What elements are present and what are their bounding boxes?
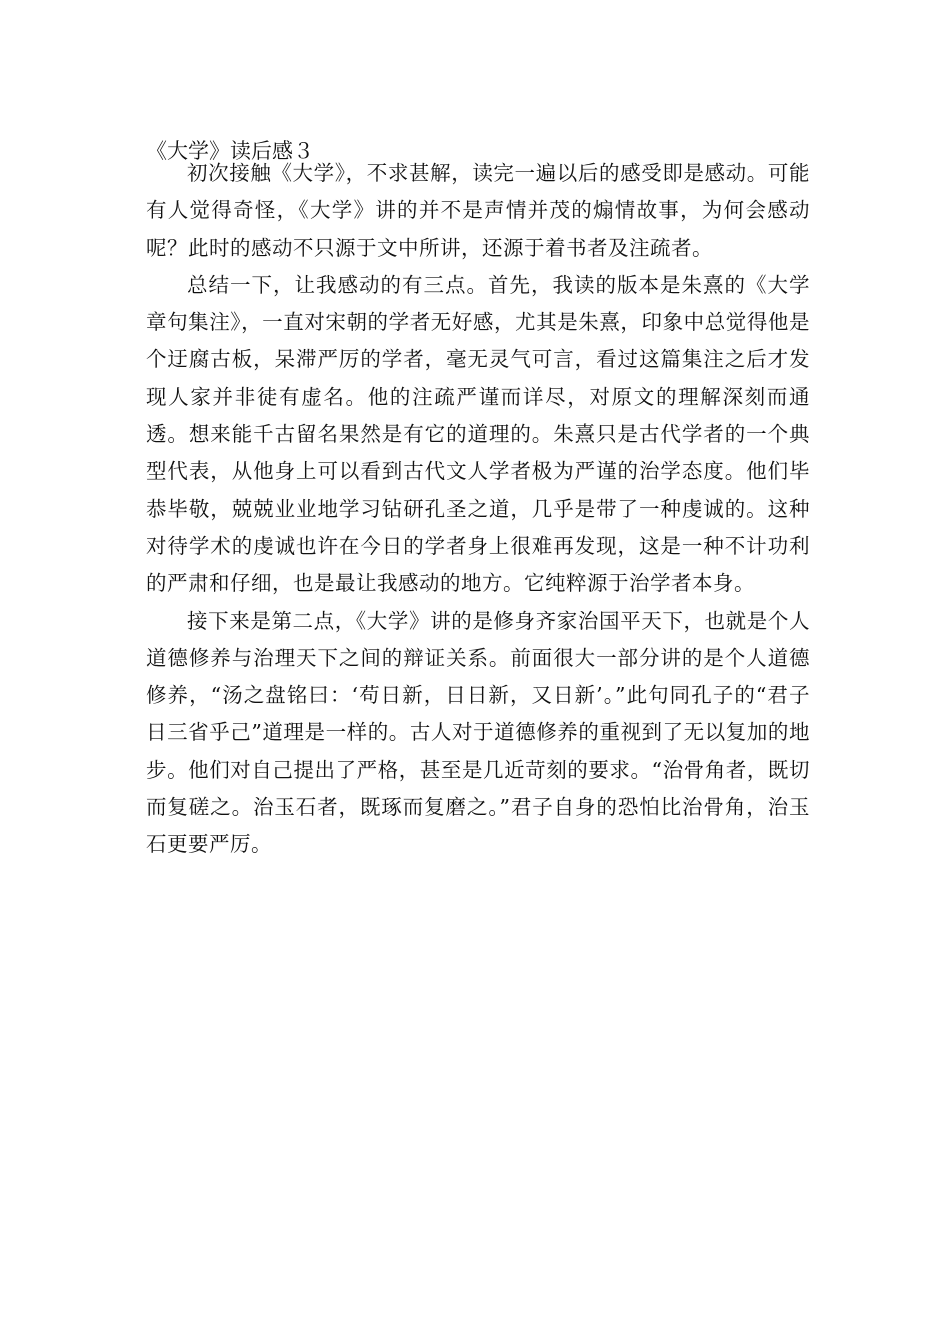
paragraph-2: 总结一下，让我感动的有三点。首先，我读的版本是朱熹的《大学章句集注》，一直对宋朝的学者无好感，尤其是朱熹，印象中总觉得他是个迂腐古板，呆滞严厉的学者，毫无灵气可言，看过这篇集注之后才发现人家并非徒有虚名。他的注疏严谨而详尽，对原文的理解深刻而通透。想来能千古留名果然是有它的道理的。朱熹只是古代学者的一个典型代表，从他身上可以看到古代文人学者极为严谨的治学态度。他们毕恭毕敬，兢兢业业地学习钻研孔圣之道，几乎是带了一种虔诚的。这种对待学术的虔诚也许在今日的学者身上很难再发现，这是一种不计功利的严肃和仔细，也是最让我感动的地方。它纯粹源于治学者本身。 <box>146 272 810 596</box>
document-body <box>146 155 810 864</box>
paragraph-3: 接下来是第二点，《大学》讲的是修身齐家治国平天下，也就是个人道德修养与治理天下之间的辩证关系。前面很大一部分讲的是个人道德修养，“汤之盘铭曰：‘苟日新，日日新，又日新’。”此句同孔子的“君子日三省乎己”道理是一样的。古人对于道德修养的重视到了无以复加的地步。他们对自己提出了严格，甚至是几近苛刻的要求。“治骨角者，既切而复磋之。治玉石者，既琢而复磨之。”君子自身的恐怕比治骨角，治玉石更要严厉。 <box>146 608 810 857</box>
document-title: 《大学》读后感３ <box>146 139 314 163</box>
paragraph-1: 初次接触《大学》，不求甚解，读完一遍以后的感受即是感动。可能有人觉得奇怪，《大学》讲的并不是声情并茂的煽情故事，为何会感动呢？此时的感动不只源于文中所讲，还源于着书者及注疏者。 <box>146 161 810 260</box>
